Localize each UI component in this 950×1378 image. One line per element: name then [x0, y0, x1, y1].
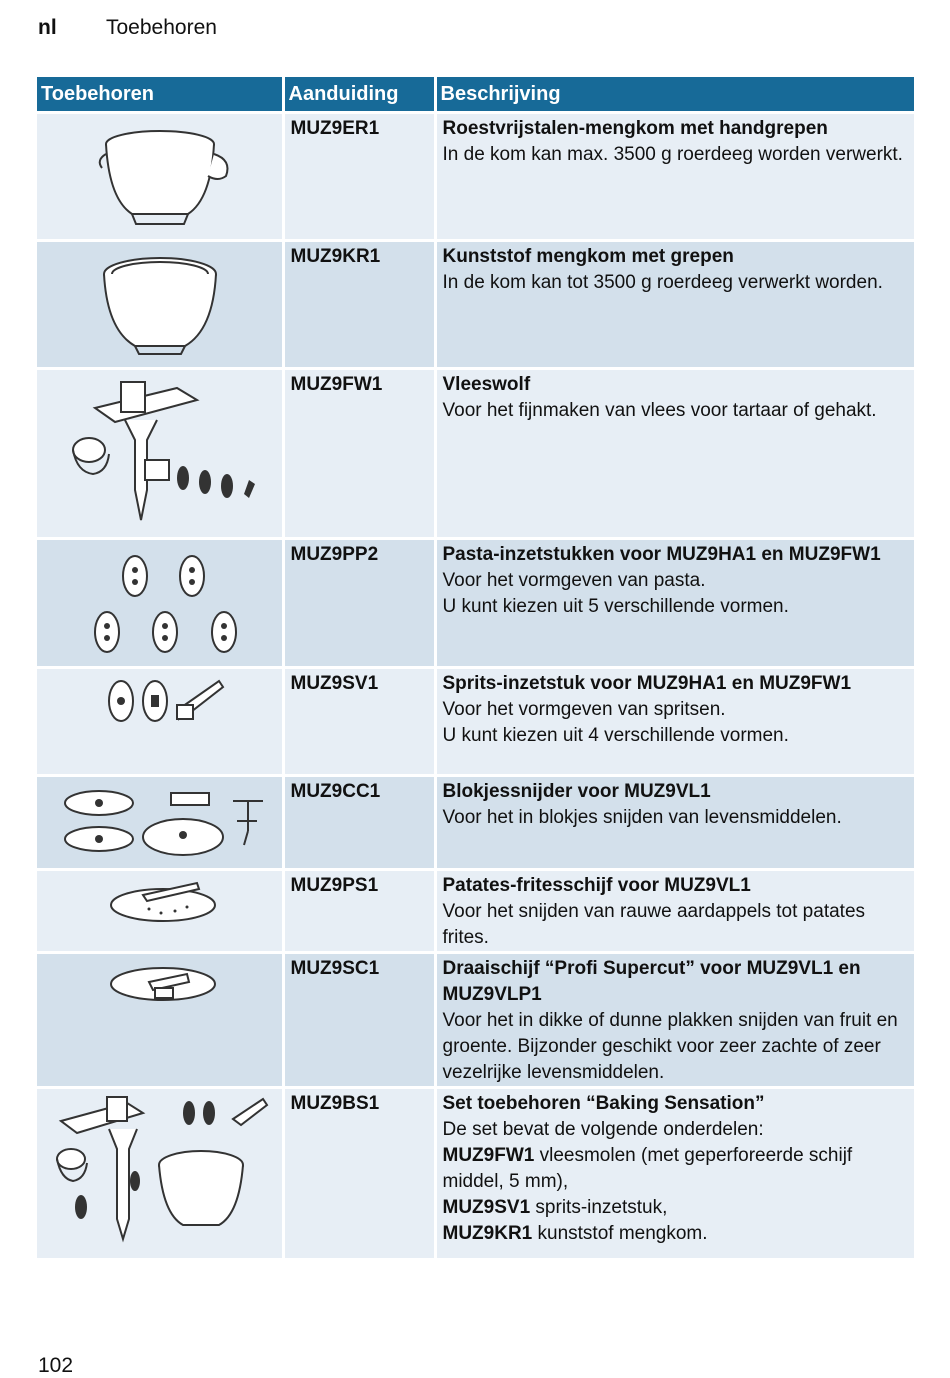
description-title: Pasta-inzetstukken voor MUZ9HA1 en MUZ9FW1	[442, 544, 881, 565]
pasta-discs-image	[37, 540, 283, 666]
table-row	[37, 668, 914, 776]
designation-cell: MUZ9FW1	[283, 369, 435, 539]
set-item	[443, 1143, 909, 1195]
designation-cell: MUZ9SC1	[283, 953, 435, 1088]
description-text: U kunt kiezen uit 5 verschillende vormen.	[442, 596, 789, 617]
baking-set-image	[37, 1089, 283, 1254]
table-row	[37, 1088, 914, 1258]
description-title: Kunststof mengkom met grepen	[442, 246, 734, 267]
table-row	[37, 539, 914, 668]
image-cell	[37, 1088, 283, 1258]
set-item-text: kunststof mengkom.	[537, 1223, 708, 1244]
set-item-code: MUZ9SV1	[442, 1197, 531, 1218]
page-header	[38, 16, 217, 40]
table-row	[37, 113, 914, 241]
image-cell	[37, 369, 283, 539]
designation-cell: MUZ9PS1	[283, 870, 435, 953]
set-item-text: sprits-inzetstuk,	[535, 1197, 668, 1218]
description-cell	[435, 776, 914, 870]
supercut-disc-image	[37, 954, 283, 1024]
designation-cell: MUZ9KR1	[283, 241, 435, 369]
description-title: Roestvrijstalen-mengkom met handgrepen	[442, 118, 828, 139]
fries-disc-image	[37, 871, 283, 939]
description-text: Voor het in dikke of dunne plakken snijden van fruit en groente. Bijzonder geschikt voor zeer zachte of zeer vezelrijke levensmiddelen.	[442, 1010, 898, 1083]
table-header-row	[37, 77, 914, 113]
image-cell	[37, 113, 283, 241]
description-title: Draaischijf “Profi Supercut” voor MUZ9VL1 en MUZ9VLP1	[442, 958, 861, 1005]
description-text: In de kom kan tot 3500 g roerdeeg verwerkt worden.	[442, 272, 883, 293]
description-cell	[435, 953, 914, 1088]
table-row	[37, 870, 914, 953]
description-text: Voor het fijnmaken van vlees voor tartaar of gehakt.	[442, 400, 877, 421]
table-row	[37, 369, 914, 539]
designation-cell: MUZ9BS1	[283, 1088, 435, 1258]
table-row	[37, 776, 914, 870]
image-cell	[37, 870, 283, 953]
spritz-attachment-image	[37, 669, 283, 729]
description-text: Voor het in blokjes snijden van levensmiddelen.	[442, 807, 842, 828]
description-cell	[435, 870, 914, 953]
plastic-bowl-image	[37, 242, 283, 367]
table-row	[37, 953, 914, 1088]
image-cell	[37, 668, 283, 776]
section-title: Toebehoren	[106, 16, 217, 39]
description-title: Set toebehoren “Baking Sensation”	[442, 1093, 765, 1114]
designation-cell: MUZ9ER1	[283, 113, 435, 241]
description-cell	[435, 668, 914, 776]
description-title: Sprits-inzetstuk voor MUZ9HA1 en MUZ9FW1	[442, 673, 852, 694]
description-cell	[435, 369, 914, 539]
description-cell	[435, 241, 914, 369]
designation-cell: MUZ9PP2	[283, 539, 435, 668]
description-cell	[435, 1088, 914, 1258]
description-text: In de kom kan max. 3500 g roerdeeg worden verwerkt.	[442, 144, 903, 165]
stainless-bowl-image	[37, 114, 283, 239]
description-text: Voor het snijden van rauwe aardappels tot patates frites.	[442, 901, 866, 948]
set-item	[443, 1221, 909, 1247]
set-item-code: MUZ9FW1	[442, 1145, 535, 1166]
description-title: Blokjessnijder voor MUZ9VL1	[442, 781, 711, 802]
page-number: 102	[38, 1354, 74, 1377]
image-cell	[37, 539, 283, 668]
description-text: Voor het vormgeven van pasta.	[442, 570, 706, 591]
dicer-image	[37, 777, 283, 867]
description-intro: De set bevat de volgende onderdelen:	[442, 1119, 764, 1140]
description-cell	[435, 113, 914, 241]
column-header-accessory: Toebehoren	[37, 77, 283, 113]
description-text: Voor het vormgeven van spritsen.	[442, 699, 726, 720]
language-code: nl	[38, 16, 57, 39]
accessories-table	[37, 77, 914, 1258]
description-text: U kunt kiezen uit 4 verschillende vormen.	[442, 725, 789, 746]
meat-grinder-image	[37, 370, 283, 537]
image-cell	[37, 953, 283, 1088]
description-title: Patates-fritesschijf voor MUZ9VL1	[442, 875, 751, 896]
description-title: Vleeswolf	[442, 374, 531, 395]
set-item-text: vleesmolen (met geperforeerde schijf middel, 5 mm),	[442, 1145, 853, 1192]
image-cell	[37, 776, 283, 870]
column-header-description: Beschrijving	[435, 77, 914, 113]
set-item	[443, 1195, 909, 1221]
description-cell	[435, 539, 914, 668]
designation-cell: MUZ9CC1	[283, 776, 435, 870]
table-row	[37, 241, 914, 369]
set-item-code: MUZ9KR1	[442, 1223, 533, 1244]
column-header-designation: Aanduiding	[283, 77, 435, 113]
image-cell	[37, 241, 283, 369]
designation-cell: MUZ9SV1	[283, 668, 435, 776]
